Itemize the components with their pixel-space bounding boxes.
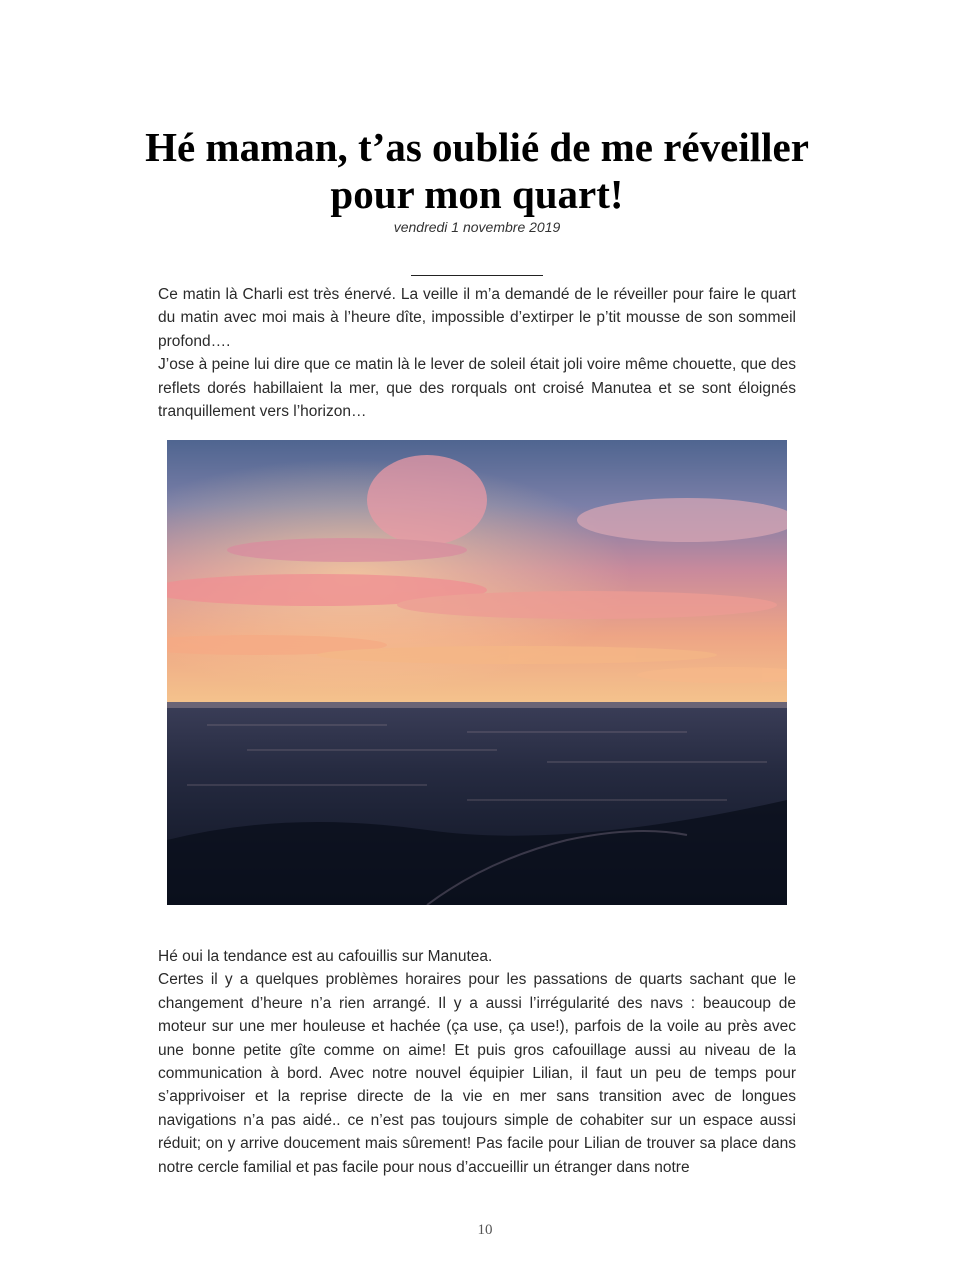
sunset-sea-photo bbox=[167, 440, 787, 905]
intro-text bbox=[158, 283, 796, 423]
body-paragraph: Hé oui la tendance est au cafouillis sur Manutea. bbox=[158, 948, 493, 965]
article-title: Hé maman, t’as oublié de me réveiller pour mon quart! bbox=[145, 124, 809, 217]
intro-paragraph: Ce matin là Charli est très énervé. La veille il m’a demandé de le réveiller pour faire le quart du matin avec moi mais à l’heure dîte, impossible d’extirper le p’tit mousse de son sommeil profond…. bbox=[158, 286, 796, 350]
page-number: 10 bbox=[477, 1222, 493, 1238]
body-paragraph: Certes il y a quelques problèmes horaires pour les passations de quarts sachant que le changement d’heure n’a rien arrangé. Il y a aussi l’irrégularité des navs : beaucoup de moteur sur une mer houleuse et hachée (ça use, ça use!), parfois de la voile au près avec une bonne petite gîte comme on aime! Et puis gros cafouillage aussi au niveau de la communication à bord. Avec notre nouvel équipier Lilian, il faut un peu de temps pour s’apprivoiser et la reprise directe de la vie en mer sans transition avec de longues navigations n’a pas aidé.. ce n’est pas toujours simple de cohabiter sur un espace aussi réduit; on y arrive doucement mais sûrement! Pas facile pour Lilian de trouver sa place dans notre cercle familial et pas facile pour nous d’accueillir un étranger dans notre bbox=[158, 971, 796, 1176]
intro-paragraph: J’ose à peine lui dire que ce matin là le lever de soleil était joli voire même chouette, que des reflets dorés habillaient la mer, que des rorquals ont croisé Manutea et se sont éloignés tranquillement vers l’horizon… bbox=[158, 356, 796, 421]
title-separator bbox=[411, 275, 543, 276]
body-text bbox=[158, 945, 796, 1179]
article-date: vendredi 1 novembre 2019 bbox=[393, 219, 561, 235]
